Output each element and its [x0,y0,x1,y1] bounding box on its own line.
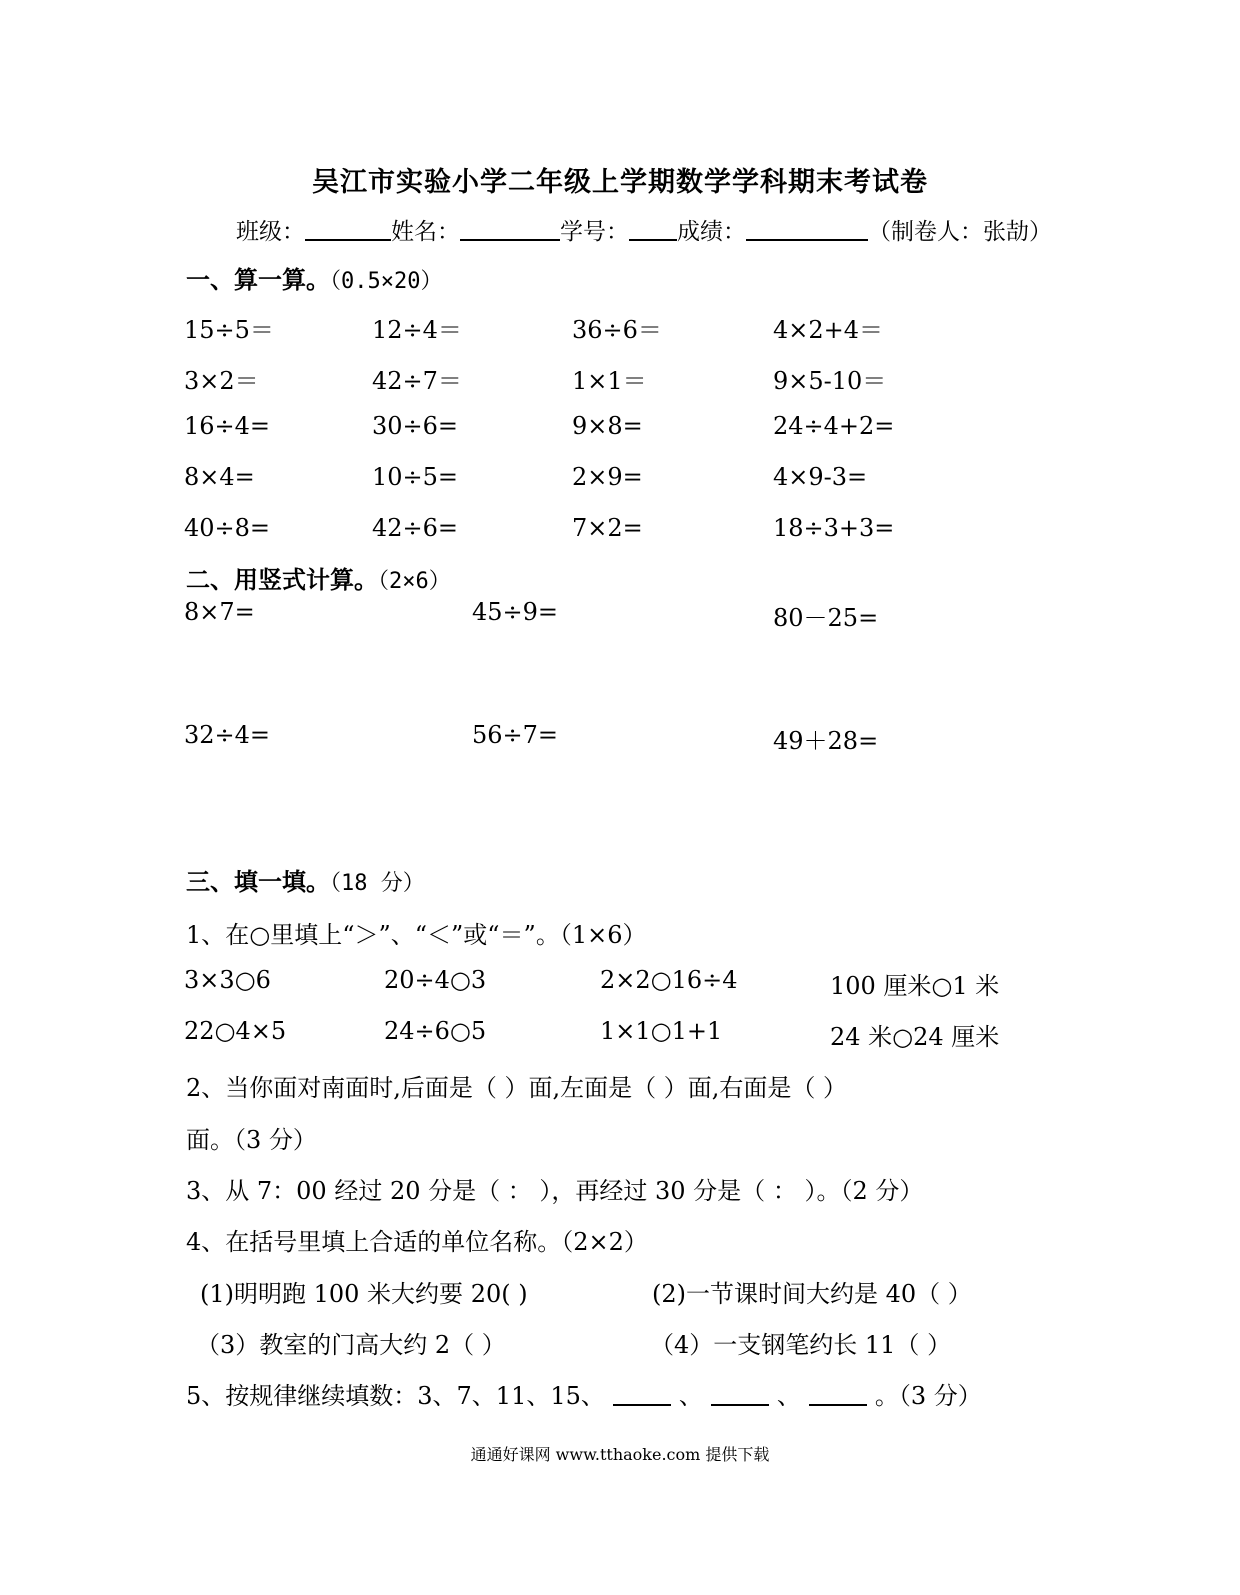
calc-item-r5-c4: 18÷3+3= [773,514,895,542]
page-title: 吴江市实验小学二年级上学期数学学科期末考试卷 [312,167,928,198]
calc-item-r3-c4: 24÷4+2= [773,412,895,440]
q4-item-1: (1)明明跑 100 米大约要 20( ) [200,1280,528,1308]
score-blank[interactable] [746,219,868,241]
q2-line2: 面。（3 分） [186,1126,317,1154]
calc-item-r2-c1: 3×2＝ [184,367,259,395]
section2-score: （2×6） [378,569,451,594]
compare-item-r1-c3: 2×2○16÷4 [600,966,738,994]
q5-blank-2[interactable] [711,1384,769,1406]
section2-title: 二、用竖式计算。 [186,566,378,594]
calc-item-r2-c2: 42÷7＝ [372,367,462,395]
calc-item-r4-c3: 2×9= [572,463,643,491]
q1-text: 1、在○里填上“＞”、“＜”或“＝”。（1×6） [186,921,647,949]
vertical-calc-item-r2-c3: 49＋28= [773,727,879,755]
calc-item-r4-c4: 4×9-3= [773,463,868,491]
compare-item-r2-c3: 1×1○1+1 [600,1017,723,1045]
compare-item-r1-c1: 3×3○6 [184,966,271,994]
q5-blank-1[interactable] [613,1384,671,1406]
calc-item-r1-c1: 15÷5＝ [184,316,274,344]
q5-suffix: 。（3 分） [874,1382,982,1410]
calc-item-r3-c2: 30÷6= [372,412,459,440]
section2-heading [186,560,451,595]
calc-item-r5-c2: 42÷6= [372,514,459,542]
name-label: 姓名： [391,219,460,245]
compare-item-r1-c4: 100 厘米○1 米 [830,972,1000,1000]
class-label: 班级： [236,219,305,245]
calc-item-r5-c3: 7×2= [572,514,643,542]
calc-item-r3-c1: 16÷4= [184,412,271,440]
calc-item-r3-c3: 9×8= [572,412,643,440]
student-info-line [236,213,1052,246]
vertical-calc-item-r2-c1: 32÷4= [184,721,271,749]
vertical-calc-item-r2-c2: 56÷7= [472,721,559,749]
q5-sep-2: 、 [776,1382,801,1410]
section1-title: 一、算一算。 [186,266,330,294]
q5-sep-1: 、 [678,1382,703,1410]
vertical-calc-item-r1-c1: 8×7= [184,598,255,626]
id-label: 学号： [560,219,629,245]
q4-item-3: （3）教室的门高大约 2（ ） [196,1331,506,1359]
id-blank[interactable] [629,219,677,241]
calc-item-r2-c3: 1×1＝ [572,367,647,395]
calc-item-r1-c2: 12÷4＝ [372,316,462,344]
class-blank[interactable] [305,219,391,241]
q3-text: 3、从 7：00 经过 20 分是（ ： ），再经过 30 分是（ ： ）。（2 分） [186,1177,924,1205]
q2-line1: 2、当你面对南面时,后面是（ ）面,左面是（ ）面,右面是（ ） [186,1074,848,1102]
section1-score: （0.5×20） [330,269,443,294]
section3-heading [186,862,425,897]
compare-item-r2-c1: 22○4×5 [184,1017,287,1045]
q4-item-4: （4）一支钢笔约长 11（ ） [650,1331,952,1359]
name-blank[interactable] [460,219,560,241]
q5-line [186,1376,982,1411]
section3-title: 三、填一填。 [186,868,330,896]
vertical-calc-item-r1-c3: 80－25= [773,604,879,632]
calc-item-r4-c2: 10÷5= [372,463,459,491]
calc-item-r1-c3: 36÷6＝ [572,316,662,344]
score-label: 成绩： [677,219,746,245]
calc-item-r4-c1: 8×4= [184,463,255,491]
compare-item-r2-c4: 24 米○24 厘米 [830,1023,1000,1051]
calc-item-r2-c4: 9×5-10＝ [773,367,887,395]
q5-blank-3[interactable] [809,1384,867,1406]
q4-item-2: (2)一节课时间大约是 40（ ） [652,1280,972,1308]
section1-heading [186,260,442,295]
calc-item-r1-c4: 4×2+4＝ [773,316,884,344]
calc-item-r5-c1: 40÷8= [184,514,271,542]
section3-score: （18 分） [330,871,425,896]
q5-prefix: 5、按规律继续填数：3、7、11、15、 [186,1382,605,1410]
maker-text: （制卷人：张劼） [868,219,1052,245]
compare-item-r2-c2: 24÷6○5 [384,1017,487,1045]
q4-text: 4、在括号里填上合适的单位名称。（2×2） [186,1228,648,1256]
compare-item-r1-c2: 20÷4○3 [384,966,487,994]
footer-text: 通通好课网 www.tthaoke.com 提供下载 [470,1445,770,1464]
vertical-calc-item-r1-c2: 45÷9= [472,598,559,626]
